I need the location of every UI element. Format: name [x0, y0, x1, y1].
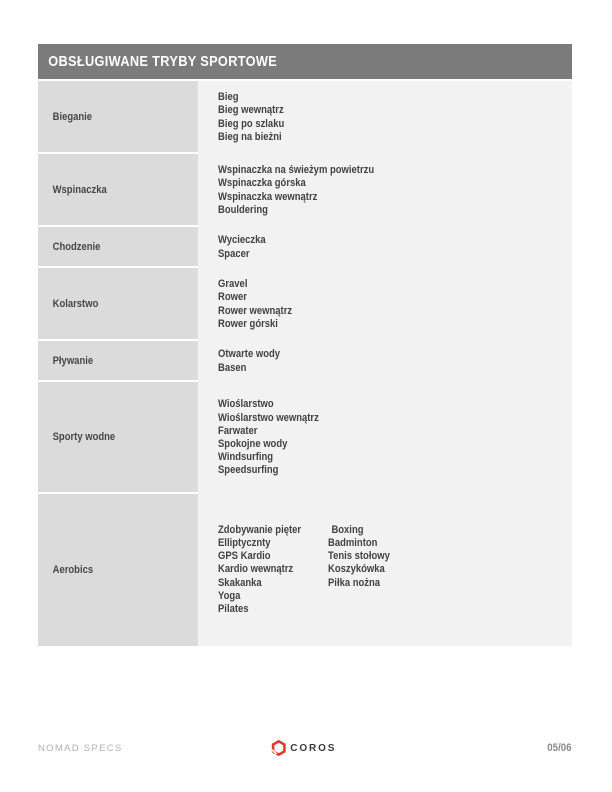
table-row — [38, 494, 572, 646]
mode-item: Wspinaczka górska — [218, 177, 306, 190]
mode-item: Speedsurfing — [218, 464, 279, 477]
modes-cell — [198, 341, 572, 382]
modes-columns — [218, 524, 400, 616]
mode-item: Spokojne wody — [218, 438, 288, 450]
mode-item: Kardio wewnątrz — [218, 563, 294, 576]
mode-item: Wioślarstwo — [218, 398, 274, 411]
mode-item: Otwarte wody — [218, 348, 281, 361]
mode-item: Wycieczka — [218, 234, 266, 247]
mode-item: Boxing — [331, 523, 364, 536]
category-label: Chodzenie — [52, 240, 101, 253]
category-cell — [38, 81, 198, 154]
category-cell — [38, 268, 198, 341]
mode-item: Windsurfing — [218, 451, 274, 464]
mode-item: Koszykówka — [328, 563, 385, 576]
table-row — [38, 268, 572, 341]
section-title: OBSŁUGIWANE TRYBY SPORTOWE — [48, 53, 278, 70]
mode-item: Yoga — [218, 589, 241, 602]
mode-item: Bieg — [218, 91, 239, 104]
category-label: Pływanie — [52, 354, 94, 367]
mode-item: Bieg na bieżni — [218, 130, 282, 143]
category-label: Bieganie — [52, 110, 93, 123]
mode-item: Gravel — [218, 278, 248, 291]
coros-hexagon-icon — [271, 740, 286, 756]
modes-column-1 — [218, 91, 295, 144]
mode-item: GPS Kardio — [218, 550, 271, 563]
modes-column-1 — [218, 398, 335, 477]
table-row — [38, 81, 572, 154]
mode-item: Spacer — [218, 247, 250, 260]
category-label: Aerobics — [52, 564, 94, 576]
mode-item: Tenis stołowy — [328, 550, 390, 563]
modes-columns — [218, 91, 295, 144]
mode-item: Bieg wewnątrz — [218, 104, 284, 117]
modes-cell — [198, 227, 572, 268]
modes-columns — [218, 398, 335, 477]
table-row — [38, 227, 572, 268]
mode-item: Bouldering — [218, 203, 268, 216]
section-header-bar — [38, 44, 572, 79]
sport-modes-table — [38, 81, 572, 646]
modes-cell — [198, 494, 572, 646]
coros-wordmark: COROS — [290, 742, 337, 754]
mode-item: Wspinaczka na świeżym powietrzu — [218, 164, 375, 177]
mode-item: Basen — [218, 361, 247, 374]
mode-item: Skakanka — [218, 576, 262, 589]
category-label: Sporty wodne — [52, 431, 116, 443]
mode-item: Rower wewnątrz — [218, 304, 293, 317]
mode-item: Zdobywanie pięter — [218, 523, 302, 536]
modes-column-1 — [218, 164, 400, 217]
mode-item: Wioślarstwo wewnątrz — [218, 411, 319, 424]
mode-item: Bieg po szlaku — [218, 117, 285, 130]
modes-cell — [198, 81, 572, 154]
coros-logo — [271, 740, 339, 756]
mode-item: Rower — [218, 291, 247, 304]
mode-item: Rower górski — [218, 317, 278, 330]
modes-column-1 — [218, 524, 328, 616]
modes-columns — [218, 278, 304, 331]
mode-item: Farwater — [218, 424, 258, 437]
modes-column-1 — [218, 278, 304, 331]
modes-column-1 — [218, 348, 290, 374]
modes-column-2 — [328, 524, 400, 590]
modes-columns — [218, 164, 400, 217]
table-row — [38, 341, 572, 382]
modes-columns — [218, 234, 273, 260]
table-row — [38, 382, 572, 494]
category-label: Wspinaczka — [52, 183, 107, 196]
category-cell — [38, 154, 198, 227]
modes-cell — [198, 382, 572, 494]
mode-item: Elliptycznty — [218, 536, 271, 549]
modes-columns — [218, 348, 290, 374]
mode-item: Wspinaczka wewnątrz — [218, 190, 318, 203]
document-reference: NOMAD SPECS — [38, 742, 123, 754]
category-label: Kolarstwo — [52, 297, 99, 310]
category-cell — [38, 494, 198, 646]
mode-item: Badminton — [328, 536, 378, 549]
mode-item: Pilates — [218, 603, 249, 615]
category-cell — [38, 341, 198, 382]
page-number: 05/06 — [547, 742, 572, 754]
page-footer — [38, 738, 572, 758]
category-cell — [38, 382, 198, 494]
category-cell — [38, 227, 198, 268]
modes-cell — [198, 268, 572, 341]
modes-cell — [198, 154, 572, 227]
table-row — [38, 154, 572, 227]
mode-item: Piłka nożna — [328, 576, 381, 589]
modes-column-1 — [218, 234, 273, 260]
